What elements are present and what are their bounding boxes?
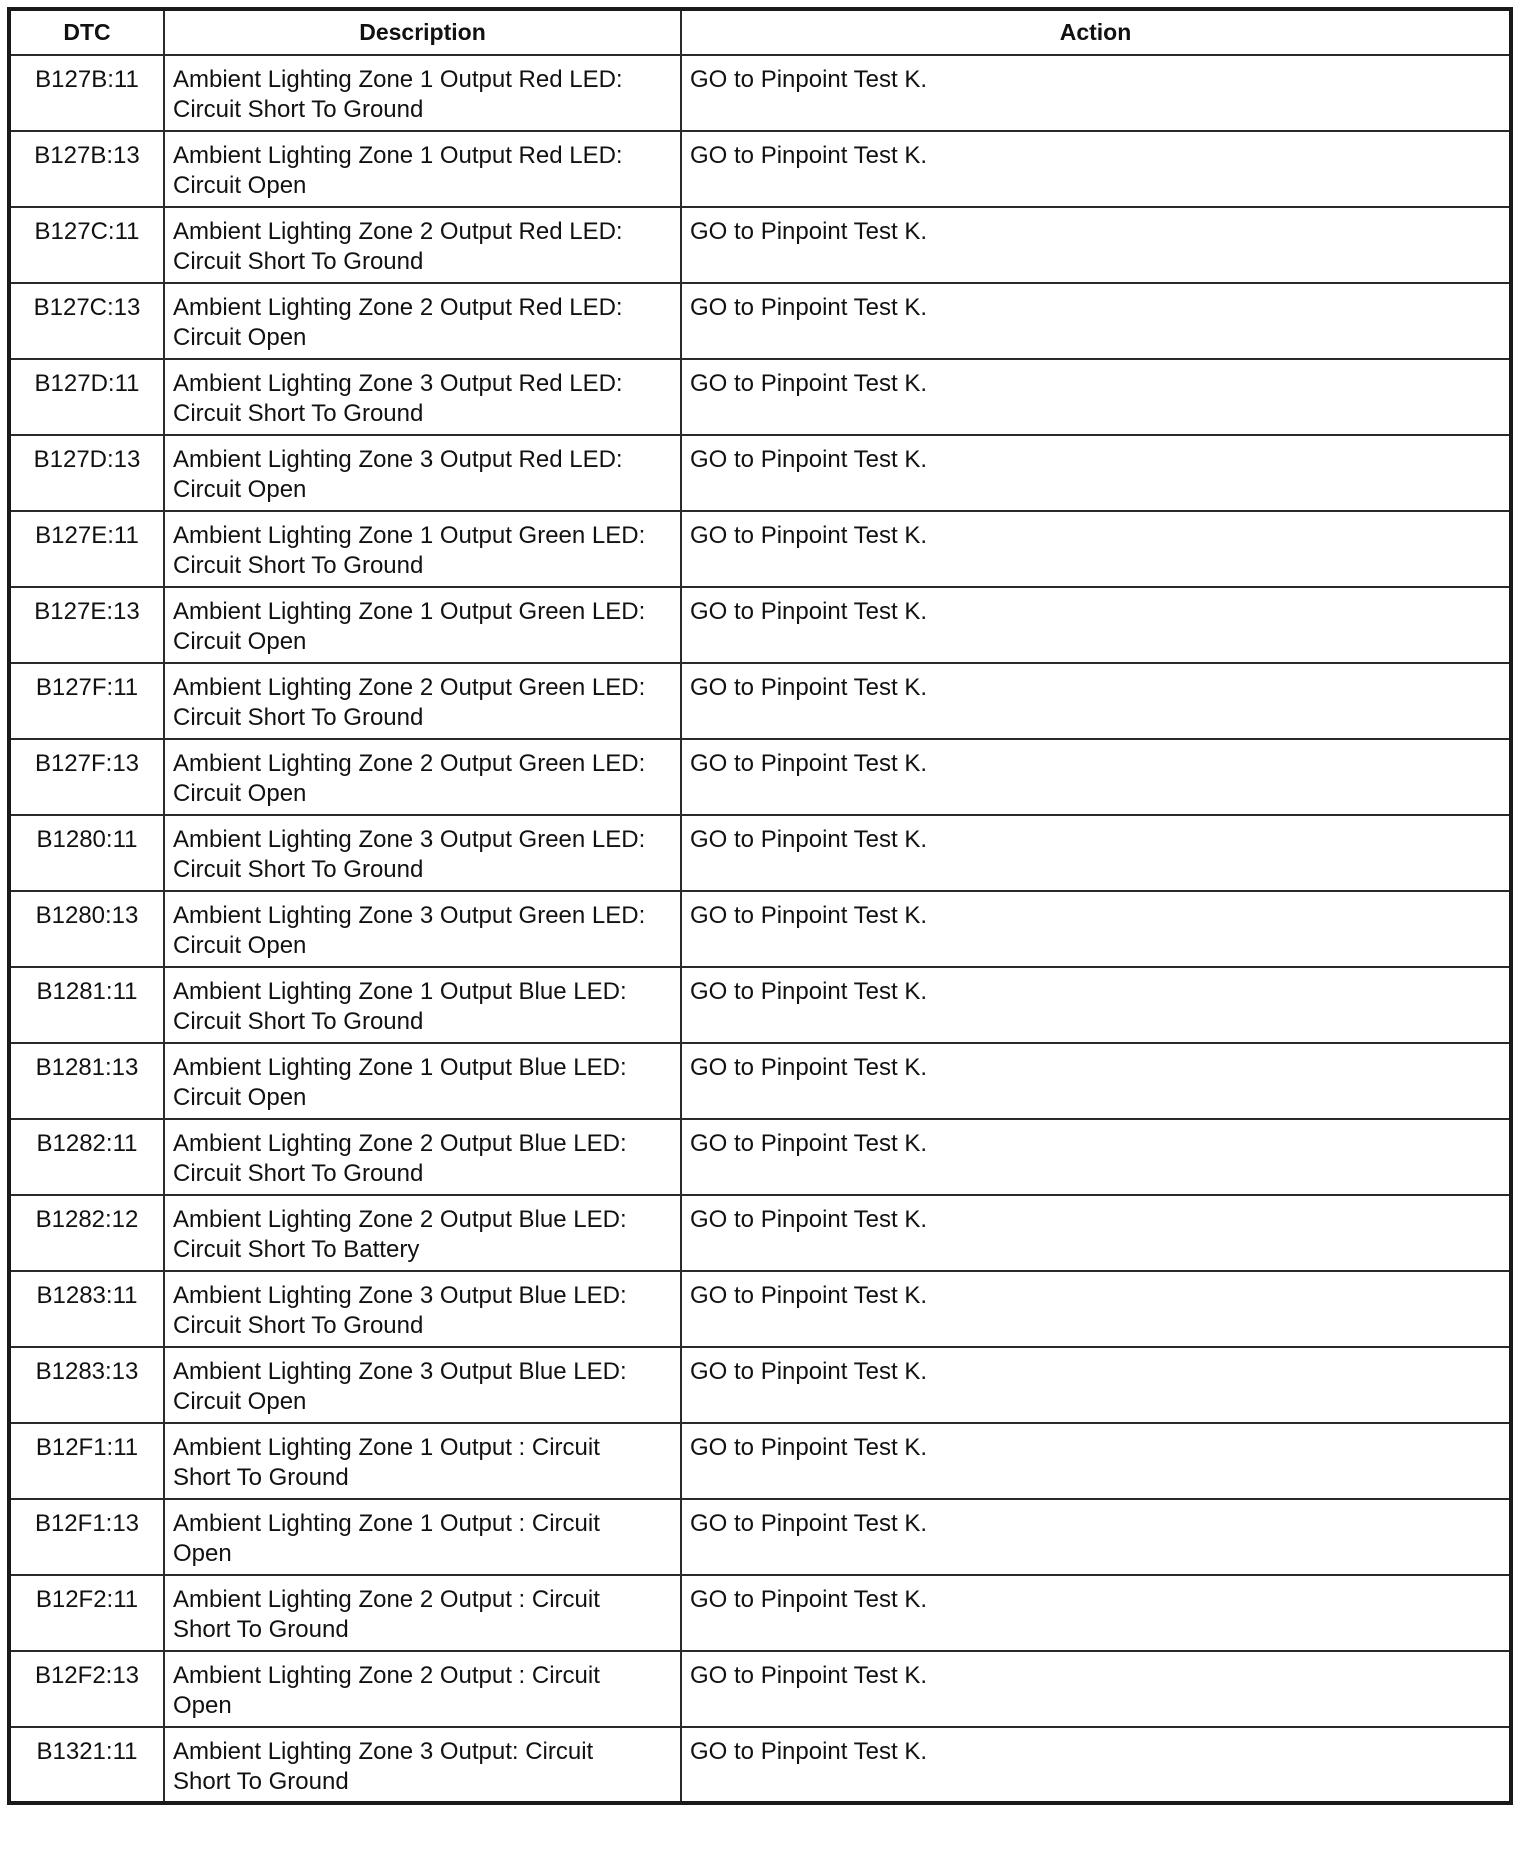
table-row (9, 1575, 1511, 1651)
description-cell (164, 663, 681, 739)
description-line-1: Ambient Lighting Zone 3 Output Green LED: (173, 826, 646, 853)
description-line-1: Ambient Lighting Zone 1 Output Blue LED: (173, 978, 627, 1005)
description-cell (164, 1575, 681, 1651)
action-cell: GO to Pinpoint Test K. (681, 587, 1511, 663)
description-cell (164, 891, 681, 967)
table-row (9, 967, 1511, 1043)
description-line-2: Circuit Short To Ground (173, 552, 424, 579)
dtc-code: B127B:13 (9, 131, 164, 207)
description-cell (164, 1651, 681, 1727)
description-cell (164, 967, 681, 1043)
description-line-2: Circuit Short To Ground (173, 1312, 424, 1339)
table-row (9, 1043, 1511, 1119)
description-cell (164, 739, 681, 815)
description-cell (164, 587, 681, 663)
header-action: Action (681, 9, 1511, 55)
dtc-code: B1282:11 (9, 1119, 164, 1195)
header-dtc: DTC (9, 9, 164, 55)
description-line-1: Ambient Lighting Zone 2 Output : Circuit (173, 1586, 600, 1613)
dtc-code: B127C:13 (9, 283, 164, 359)
description-cell (164, 1195, 681, 1271)
description-line-2: Open (173, 1692, 232, 1719)
dtc-code: B127D:11 (9, 359, 164, 435)
table-row (9, 1119, 1511, 1195)
description-line-1: Ambient Lighting Zone 3 Output: Circuit (173, 1738, 594, 1765)
description-line-1: Ambient Lighting Zone 3 Output Blue LED: (173, 1358, 627, 1385)
action-cell: GO to Pinpoint Test K. (681, 1119, 1511, 1195)
action-cell: GO to Pinpoint Test K. (681, 663, 1511, 739)
description-line-1: Ambient Lighting Zone 3 Output Red LED: (173, 446, 623, 473)
description-line-1: Ambient Lighting Zone 1 Output Blue LED: (173, 1054, 627, 1081)
table-row (9, 1347, 1511, 1423)
description-line-2: Circuit Short To Ground (173, 704, 424, 731)
action-cell: GO to Pinpoint Test K. (681, 967, 1511, 1043)
table-row (9, 1195, 1511, 1271)
description-line-1: Ambient Lighting Zone 1 Output Red LED: (173, 66, 623, 93)
description-line-2: Circuit Open (173, 628, 307, 655)
description-cell (164, 55, 681, 131)
description-line-1: Ambient Lighting Zone 3 Output Green LED: (173, 902, 646, 929)
dtc-code: B127D:13 (9, 435, 164, 511)
description-cell (164, 1043, 681, 1119)
description-line-2: Circuit Open (173, 1084, 307, 1111)
description-line-2: Short To Ground (173, 1464, 349, 1491)
table-row (9, 1423, 1511, 1499)
description-line-1: Ambient Lighting Zone 3 Output Red LED: (173, 370, 623, 397)
table-row (9, 587, 1511, 663)
description-cell (164, 1119, 681, 1195)
dtc-code: B127F:13 (9, 739, 164, 815)
description-line-2: Circuit Open (173, 932, 307, 959)
action-cell: GO to Pinpoint Test K. (681, 1271, 1511, 1347)
description-line-1: Ambient Lighting Zone 2 Output Blue LED: (173, 1206, 627, 1233)
description-cell (164, 1423, 681, 1499)
description-line-2: Open (173, 1540, 232, 1567)
description-cell (164, 1727, 681, 1803)
description-line-1: Ambient Lighting Zone 2 Output Green LED: (173, 674, 646, 701)
description-line-2: Circuit Short To Ground (173, 1008, 424, 1035)
table-row (9, 815, 1511, 891)
action-cell: GO to Pinpoint Test K. (681, 1727, 1511, 1803)
dtc-code: B127B:11 (9, 55, 164, 131)
description-line-2: Circuit Open (173, 476, 307, 503)
action-cell: GO to Pinpoint Test K. (681, 55, 1511, 131)
description-cell (164, 283, 681, 359)
description-line-2: Circuit Open (173, 324, 307, 351)
description-line-2: Circuit Short To Ground (173, 248, 424, 275)
dtc-code: B127E:13 (9, 587, 164, 663)
description-line-2: Circuit Short To Ground (173, 400, 424, 427)
table-row (9, 283, 1511, 359)
dtc-code: B1283:11 (9, 1271, 164, 1347)
description-line-2: Circuit Open (173, 780, 307, 807)
action-cell: GO to Pinpoint Test K. (681, 1347, 1511, 1423)
action-cell: GO to Pinpoint Test K. (681, 207, 1511, 283)
dtc-code: B1281:11 (9, 967, 164, 1043)
dtc-code: B1321:11 (9, 1727, 164, 1803)
table-body (9, 55, 1511, 1803)
action-cell: GO to Pinpoint Test K. (681, 1423, 1511, 1499)
dtc-code: B127E:11 (9, 511, 164, 587)
description-cell (164, 1271, 681, 1347)
table-header (9, 9, 1511, 55)
dtc-code: B12F1:11 (9, 1423, 164, 1499)
table-row (9, 131, 1511, 207)
table-row (9, 1727, 1511, 1803)
description-cell (164, 511, 681, 587)
action-cell: GO to Pinpoint Test K. (681, 1575, 1511, 1651)
dtc-code: B1280:11 (9, 815, 164, 891)
description-line-2: Short To Ground (173, 1768, 349, 1795)
table-row (9, 1651, 1511, 1727)
action-cell: GO to Pinpoint Test K. (681, 131, 1511, 207)
description-line-2: Circuit Open (173, 1388, 307, 1415)
description-line-2: Circuit Short To Ground (173, 856, 424, 883)
description-line-2: Circuit Open (173, 172, 307, 199)
description-cell (164, 1499, 681, 1575)
dtc-code: B12F2:11 (9, 1575, 164, 1651)
description-line-1: Ambient Lighting Zone 3 Output Blue LED: (173, 1282, 627, 1309)
dtc-code: B127F:11 (9, 663, 164, 739)
description-line-2: Circuit Short To Battery (173, 1236, 420, 1263)
description-line-1: Ambient Lighting Zone 2 Output Blue LED: (173, 1130, 627, 1157)
header-description: Description (164, 9, 681, 55)
description-cell (164, 435, 681, 511)
description-cell (164, 131, 681, 207)
action-cell: GO to Pinpoint Test K. (681, 891, 1511, 967)
dtc-table (7, 7, 1513, 1805)
description-line-1: Ambient Lighting Zone 2 Output Red LED: (173, 218, 623, 245)
description-line-1: Ambient Lighting Zone 2 Output Green LED: (173, 750, 646, 777)
action-cell: GO to Pinpoint Test K. (681, 1499, 1511, 1575)
table-row (9, 1271, 1511, 1347)
dtc-code: B1282:12 (9, 1195, 164, 1271)
action-cell: GO to Pinpoint Test K. (681, 435, 1511, 511)
description-line-2: Circuit Short To Ground (173, 96, 424, 123)
dtc-code: B127C:11 (9, 207, 164, 283)
dtc-code: B1281:13 (9, 1043, 164, 1119)
description-cell (164, 207, 681, 283)
table-row (9, 435, 1511, 511)
action-cell: GO to Pinpoint Test K. (681, 1195, 1511, 1271)
description-line-1: Ambient Lighting Zone 1 Output Red LED: (173, 142, 623, 169)
description-line-1: Ambient Lighting Zone 1 Output Green LED: (173, 522, 646, 549)
description-line-1: Ambient Lighting Zone 1 Output : Circuit (173, 1434, 600, 1461)
dtc-code: B12F1:13 (9, 1499, 164, 1575)
table-row (9, 207, 1511, 283)
description-line-1: Ambient Lighting Zone 1 Output : Circuit (173, 1510, 600, 1537)
description-line-2: Short To Ground (173, 1616, 349, 1643)
table-row (9, 55, 1511, 131)
action-cell: GO to Pinpoint Test K. (681, 511, 1511, 587)
dtc-code: B12F2:13 (9, 1651, 164, 1727)
action-cell: GO to Pinpoint Test K. (681, 1043, 1511, 1119)
description-cell (164, 1347, 681, 1423)
description-cell (164, 359, 681, 435)
action-cell: GO to Pinpoint Test K. (681, 815, 1511, 891)
description-line-1: Ambient Lighting Zone 2 Output Red LED: (173, 294, 623, 321)
action-cell: GO to Pinpoint Test K. (681, 359, 1511, 435)
table-row (9, 511, 1511, 587)
action-cell: GO to Pinpoint Test K. (681, 1651, 1511, 1727)
table-row (9, 891, 1511, 967)
description-line-1: Ambient Lighting Zone 2 Output : Circuit (173, 1662, 600, 1689)
action-cell: GO to Pinpoint Test K. (681, 283, 1511, 359)
table-row (9, 663, 1511, 739)
description-line-1: Ambient Lighting Zone 1 Output Green LED: (173, 598, 646, 625)
description-line-2: Circuit Short To Ground (173, 1160, 424, 1187)
table-row (9, 739, 1511, 815)
dtc-code: B1283:13 (9, 1347, 164, 1423)
description-cell (164, 815, 681, 891)
table-row (9, 359, 1511, 435)
table-row (9, 1499, 1511, 1575)
header-row (9, 9, 1511, 55)
dtc-code: B1280:13 (9, 891, 164, 967)
action-cell: GO to Pinpoint Test K. (681, 739, 1511, 815)
